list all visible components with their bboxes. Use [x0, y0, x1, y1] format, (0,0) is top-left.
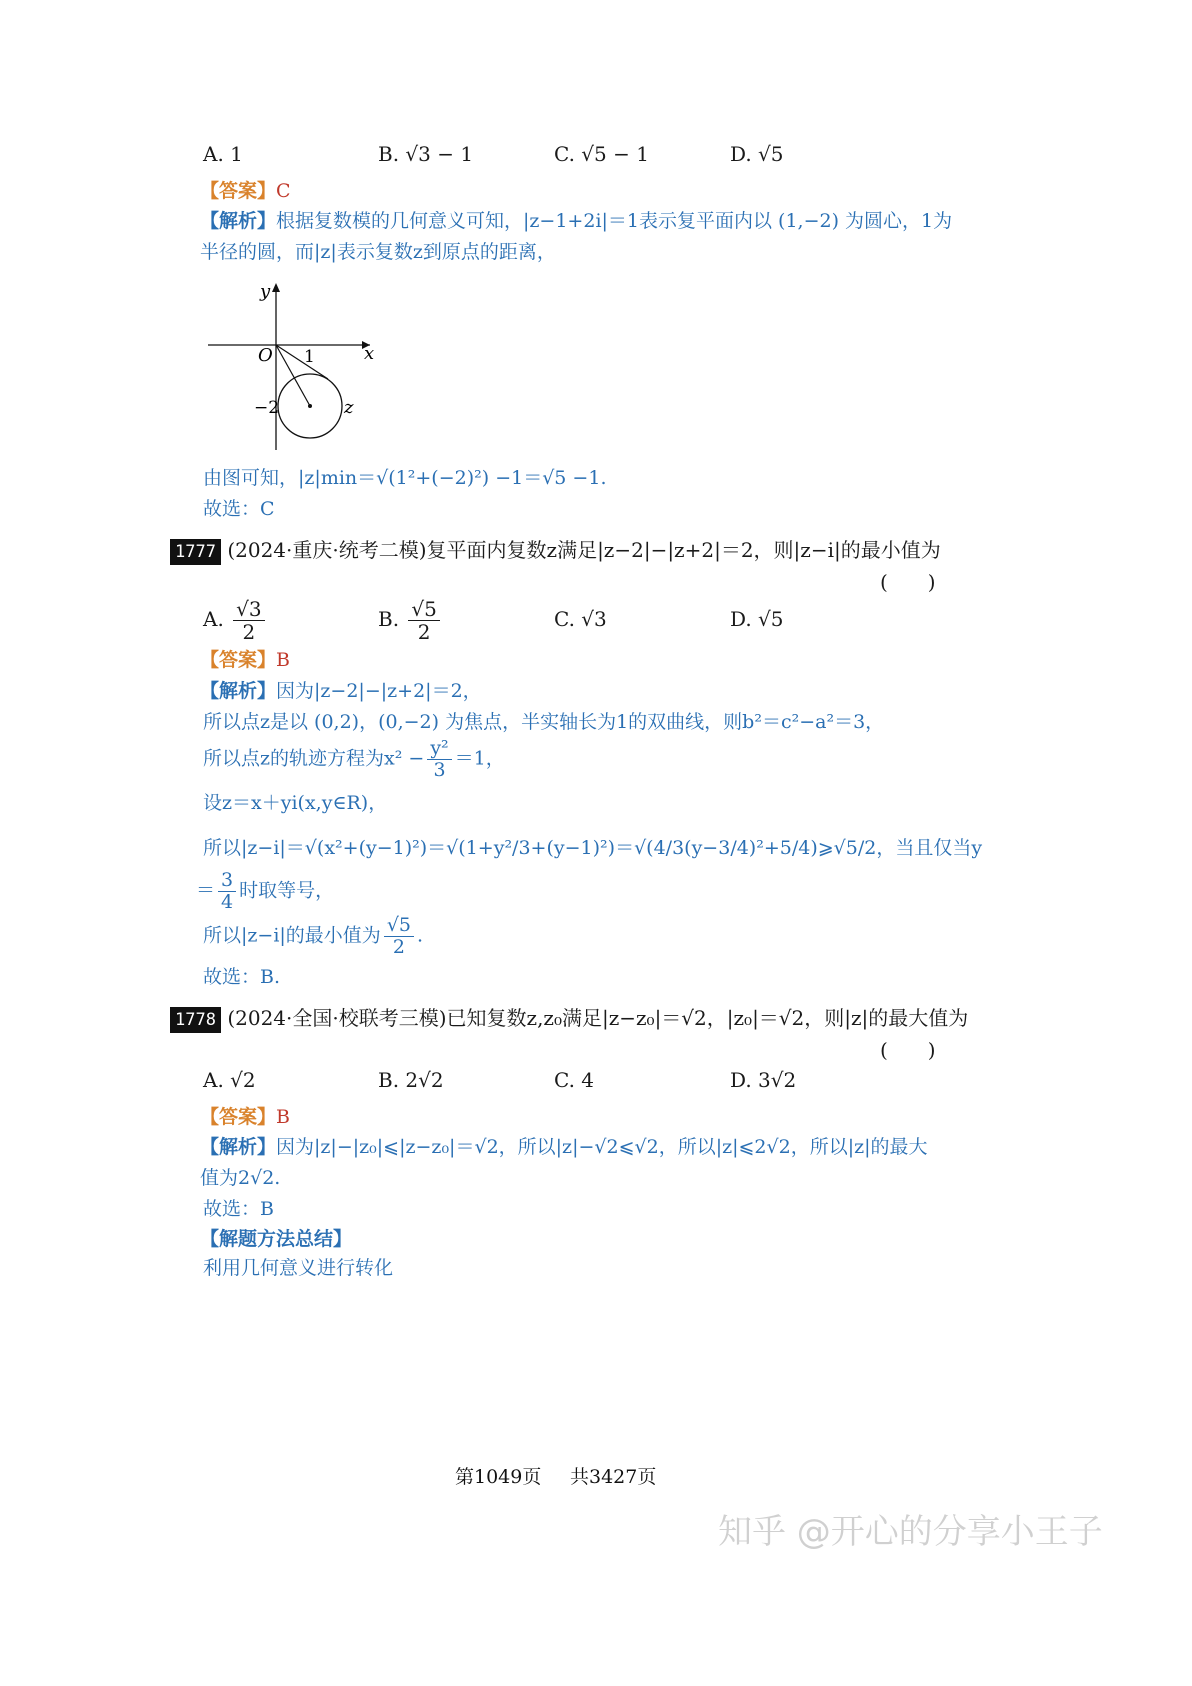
option-d: D. 3√2: [730, 1068, 797, 1092]
choose-line: 故选：B.: [203, 966, 281, 988]
option-a: A. 1: [203, 142, 243, 166]
y-axis-arrow: [272, 283, 280, 292]
analysis-line-7: 所以|z−i|的最小值为 $\frac{√5}{2}$ .: [203, 914, 424, 958]
option-a: A. √2: [203, 1068, 256, 1092]
analysis-line-3: 所以点z的轨迹方程为x² − $\frac{\text{y²}}{3}$ ＝1，: [203, 737, 505, 781]
analysis-line-2: 值为2√2.: [200, 1167, 281, 1189]
z-label: z: [344, 397, 354, 418]
option-d: D. √5: [730, 607, 784, 631]
page-total: 共3427页: [570, 1466, 657, 1488]
question-text: (2024·重庆·统考二模)复平面内复数z满足|z−2|−|z+2|＝2，则|z−i|的最小值为: [227, 538, 941, 562]
center-point: [308, 404, 312, 408]
option-c: C. √3: [554, 607, 607, 631]
answer-tag: 【答案】: [200, 180, 277, 202]
analysis-line-6: ＝ $\frac{3}{4}$ 时取等号，: [196, 869, 335, 913]
result-line: 由图可知，|z|min＝√(1²+(−2)²) −1＝√5 −1.: [203, 467, 607, 489]
question-text: (2024·全国·校联考三模)已知复数z,z₀满足|z−z₀|＝√2，|z₀|＝√2，则|z|的最大值为: [227, 1006, 969, 1030]
question-number: 1778: [170, 1007, 221, 1033]
choose-line: 故选：C: [203, 498, 275, 520]
option-b: B. $\frac{√5}{2}$: [378, 598, 443, 643]
watermark: 知乎 @开心的分享小王子: [718, 1512, 1103, 1552]
option-a: A. $\frac{√3}{2}$: [203, 598, 268, 643]
origin-label: O: [258, 345, 273, 366]
analysis-line-1: 【解析】因为|z−2|−|z+2|＝2，: [200, 680, 482, 702]
x-label: x: [364, 343, 375, 364]
analysis-line-4: 设z＝x＋yi(x,y∈R)，: [203, 792, 388, 814]
question-1777: [170, 534, 941, 565]
method-tag: 【解题方法总结】: [200, 1228, 353, 1250]
answer-value: C: [276, 180, 291, 202]
analysis-line-1: 【解析】因为|z|−|z₀|⩽|z−z₀|＝√2，所以|z|−√2⩽√2，所以|z|⩽2√2，所以|z|的最大: [200, 1136, 928, 1158]
answer-line: 【答案】B: [200, 1106, 290, 1128]
y-label: y: [260, 281, 271, 302]
tick-minus-two: −2: [254, 398, 280, 418]
analysis-line-2: 半径的圆，而|z|表示复数z到原点的距离，: [200, 241, 556, 263]
analysis-line-5: 所以|z−i|＝√(x²+(y−1)²)＝√(1+y²/3+(y−1)²)＝√(4/3(y−3/4)²+5/4)⩾√5/2，当且仅当y: [203, 837, 983, 859]
question-number: 1777: [170, 539, 221, 565]
option-a-fraction: $\frac{√3}{2}$: [233, 598, 264, 643]
segment-to-circle: [276, 345, 328, 379]
question-1778: [170, 1002, 968, 1033]
option-b: B. √3 − 1: [378, 142, 474, 166]
option-c: C. 4: [554, 1068, 595, 1092]
method-text: 利用几何意义进行转化: [203, 1257, 394, 1279]
page-number: 第1049页: [455, 1466, 542, 1488]
option-b: B. 2√2: [378, 1068, 444, 1092]
option-b-fraction: $\frac{√5}{2}$: [408, 598, 439, 643]
analysis-line-2: 所以点z是以 (0,2)，(0,−2) 为焦点，半实轴长为1的双曲线，则b²＝c²−a²＝3，: [203, 711, 885, 733]
circle-figure: [200, 275, 390, 460]
option-c: C. √5 − 1: [554, 142, 649, 166]
answer-paren: ( ): [880, 1038, 936, 1062]
answer-line: 【答案】B: [200, 649, 290, 671]
answer-paren: ( ): [880, 570, 936, 594]
tick-one: 1: [304, 347, 315, 367]
option-d: D. √5: [730, 142, 784, 166]
analysis-tag: 【解析】: [200, 210, 277, 232]
choose-line: 故选：B: [203, 1198, 274, 1220]
analysis-line-1: 【解析】根据复数模的几何意义可知，|z−1+2i|＝1表示复平面内以 (1,−2) 为圆心，1为: [200, 210, 953, 232]
answer-line: [200, 176, 291, 203]
